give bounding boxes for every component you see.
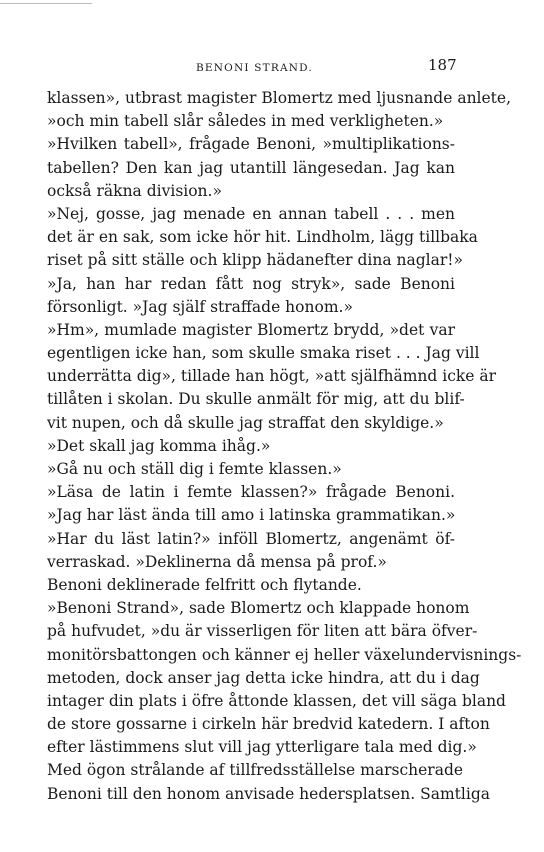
text-line: egentligen icke han, som skulle smaka riset . . . Jag vill [47,344,480,363]
text-line: på hufvudet, »du är visserligen för liten att bära öfver- [47,622,478,641]
text-line: »Nej, gosse, jag menade en annan tabell . . . men [47,204,455,223]
text-line: »Gå nu och ställ dig i femte klassen.» [47,460,342,478]
text-line: de store gossarne i cirkeln här bredvid katedern. I afton [47,715,490,734]
text-line: »Har du läst latin?» inföll Blomertz, angenämt öf- [47,529,455,548]
text-line: »Ja, han har redan fått nog stryk», sade Benoni [47,274,455,293]
body-text [47,87,522,806]
text-line: »Benoni Strand», sade Blomertz och klappade honom [47,599,470,618]
text-line: vit nupen, och då skulle jag straffat den skyldige.» [47,413,444,432]
text-line: klassen», utbrast magister Blomertz med ljusnande anlete, [47,89,512,107]
text-line: »Hm», mumlade magister Blomertz brydd, »det var [47,320,455,339]
text-line: monitörsbattongen och känner ej heller växelundervisnings- [47,645,522,664]
running-head: BENONI STRAND. [196,62,313,74]
text-line: Benoni till den honom anvisade hedersplatsen. Samtliga [47,784,490,803]
text-line: Med ögon strålande af tillfredsställelse marscherade [47,761,464,780]
text-line: Benoni deklinerade felfritt och flytande. [47,575,362,594]
text-line: riset på sitt ställe och klipp hädanefter dina naglar!» [47,251,463,270]
top-rule [0,3,92,4]
page-number: 187 [428,56,457,74]
text-line: också räkna division.» [47,181,222,200]
text-line: försonligt. »Jag själf straffade honom.» [47,297,353,316]
text-line: intager din plats i öfre åttonde klassen, det vill säga bland [47,691,506,710]
text-line: underrätta dig», tillade han högt, »att själfhämnd icke är [47,367,497,386]
text-line: »Hvilken tabell», frågade Benoni, »multiplikations- [47,135,455,154]
text-line: »Läsa de latin i femte klassen?» frågade Benoni. [47,483,455,502]
text-line: »och min tabell slår således in med verkligheten.» [47,112,444,131]
text-line: metoden, dock anser jag detta icke hindra, att du i dag [47,668,480,687]
text-line: tillåten i skolan. Du skulle anmält för mig, att du blif- [47,390,465,409]
text-line: det är en sak, som icke hör hit. Lindholm, lägg tillbaka [47,228,478,247]
text-line: »Jag har läst ända till amo i latinska grammatikan.» [47,506,456,525]
text-line: efter lästimmens slut vill jag ytterligare tala med dig.» [47,738,477,757]
page-header [0,56,544,80]
text-line: tabellen? Den kan jag utantill längesedan. Jag kan [47,158,455,177]
text-line: verraskad. »Deklinerna då mensa på prof.» [47,552,387,571]
text-line: »Det skall jag komma ihåg.» [47,436,271,455]
